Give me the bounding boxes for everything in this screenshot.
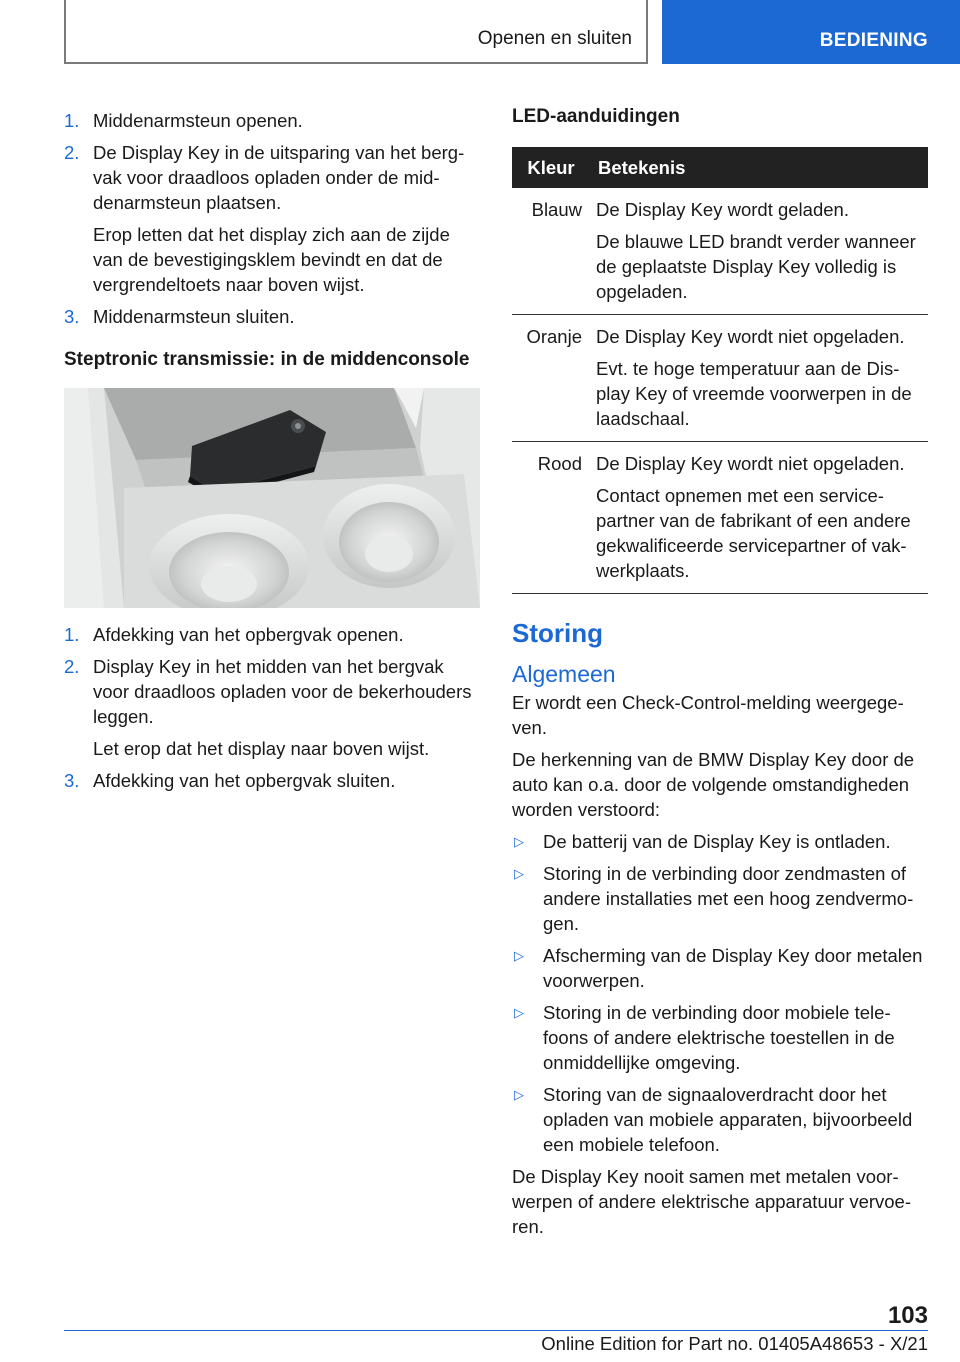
triangle-bullet-icon: ▷ (514, 834, 524, 849)
led-meaning-cell (590, 442, 928, 594)
led-meaning-cell (590, 315, 928, 442)
led-color-cell: Oranje (512, 315, 590, 442)
step-item (64, 304, 480, 329)
step-body (93, 108, 480, 133)
chapter-title: BEDIENING (819, 30, 928, 51)
list-item (512, 861, 928, 936)
disturbance-list (512, 829, 928, 1157)
led-table (512, 147, 928, 594)
step-item (64, 622, 480, 647)
led-header-meaning: Betekenis (590, 147, 928, 188)
led-color-cell: Blauw (512, 188, 590, 315)
step-text: Let erop dat het display naar boven wijst. (93, 738, 430, 759)
right-column (512, 104, 928, 1246)
section-title: Openen en sluiten (477, 28, 632, 49)
step-text: Middenarmsteun openen. (93, 110, 303, 131)
list-item (512, 829, 928, 854)
step-text: Afdekking van het opbergvak sluiten. (93, 770, 396, 791)
chapter-tab (662, 0, 960, 64)
header-section-box (64, 0, 648, 64)
triangle-bullet-icon: ▷ (514, 1005, 524, 1020)
led-header-color: Kleur (512, 147, 590, 188)
list-item (512, 1000, 928, 1075)
step-number: 3. (64, 770, 80, 791)
step-number: 1. (64, 624, 80, 645)
step-item (64, 654, 480, 761)
footer-divider (64, 1330, 928, 1331)
step-number: 1. (64, 110, 80, 131)
console-photo (64, 388, 480, 608)
led-table-header-row (512, 147, 928, 188)
list-item-text: Storing in de verbinding door zendmasten of andere installaties met een hoog zendvermogen. (543, 863, 914, 934)
paragraph-warning: De Display Key nooit samen met metalen voorwerpen of andere elektrische apparatuur vervoeren. (512, 1166, 912, 1237)
step-text: De Display Key in de uitsparing van het bergvak voor draadloos opladen onder de middenarmsteun plaatsen. (93, 142, 465, 213)
step-body (93, 768, 480, 793)
led-meaning-text: Contact opnemen met een servicepartner van de fabrikant of een andere gekwalificeerde servicepartner of vakwerkplaats. (596, 485, 911, 581)
led-meaning-text: Evt. te hoge temperatuur aan de Display Key of vreemde voorwerpen in de laadschaal. (596, 358, 912, 429)
step-text: Erop letten dat het display zich aan de zijde van de bevestigingsklem bevindt en dat de vergrendeltoets naar boven wijst. (93, 224, 450, 295)
steptronic-subheading: Steptronic transmissie: in de middenconsole (64, 349, 470, 370)
led-meaning-text: De Display Key wordt niet opgeladen. (596, 326, 905, 347)
led-meaning-text: De Display Key wordt niet opgeladen. (596, 453, 905, 474)
list-item-text: Storing van de signaaloverdracht door het opladen van mobiele apparaten, bijvoorbeeld een mobiele telefoon. (543, 1084, 913, 1155)
led-section-title: LED-aanduidingen (512, 106, 680, 127)
step-body (93, 622, 480, 647)
step-item (64, 768, 480, 793)
left-column (64, 108, 480, 800)
led-meaning-text: De Display Key wordt geladen. (596, 199, 849, 220)
console-illustration (64, 388, 480, 608)
step-number: 3. (64, 306, 80, 327)
triangle-bullet-icon: ▷ (514, 866, 524, 881)
footer-edition: Online Edition for Part no. 01405A48653 - X/21 (541, 1333, 928, 1354)
steps-list-armrest (64, 108, 480, 329)
step-text: Middenarmsteun sluiten. (93, 306, 295, 327)
led-color-cell: Rood (512, 442, 590, 594)
page-number: 103 (887, 1302, 928, 1329)
steps-list-console (64, 622, 480, 793)
algemeen-heading: Algemeen (512, 661, 616, 687)
paragraph-recognition: De herkenning van de BMW Display Key door de auto kan o.a. door de volgende omstandigheden worden verstoord: (512, 749, 915, 820)
triangle-bullet-icon: ▷ (514, 1087, 524, 1102)
step-number: 2. (64, 142, 80, 163)
led-table-row (512, 315, 928, 442)
led-table-row (512, 188, 928, 315)
step-text: Afdekking van het opbergvak openen. (93, 624, 404, 645)
step-item (64, 108, 480, 133)
list-item-text: De batterij van de Display Key is ontladen. (543, 831, 891, 852)
step-body (93, 654, 480, 761)
list-item (512, 943, 928, 993)
led-meaning-text: De blauwe LED brandt verder wanneer de geplaatste Display Key volledig is opgeladen. (596, 231, 916, 302)
list-item (512, 1082, 928, 1157)
step-item (64, 140, 480, 297)
paragraph-check-control: Er wordt een Check-Control-melding weergegeven. (512, 692, 904, 738)
led-table-row (512, 442, 928, 594)
step-number: 2. (64, 656, 80, 677)
storing-heading: Storing (512, 618, 603, 648)
step-body (93, 304, 480, 329)
triangle-bullet-icon: ▷ (514, 948, 524, 963)
list-item-text: Afscherming van de Display Key door metalen voorwerpen. (543, 945, 923, 991)
step-body (93, 140, 480, 297)
led-meaning-cell (590, 188, 928, 315)
step-text: Display Key in het midden van het bergvak voor draadloos opladen voor de bekerhouders leggen. (93, 656, 472, 727)
list-item-text: Storing in de verbinding door mobiele telefoons of andere elektrische toestellen in de onmiddellijke omgeving. (543, 1002, 895, 1073)
